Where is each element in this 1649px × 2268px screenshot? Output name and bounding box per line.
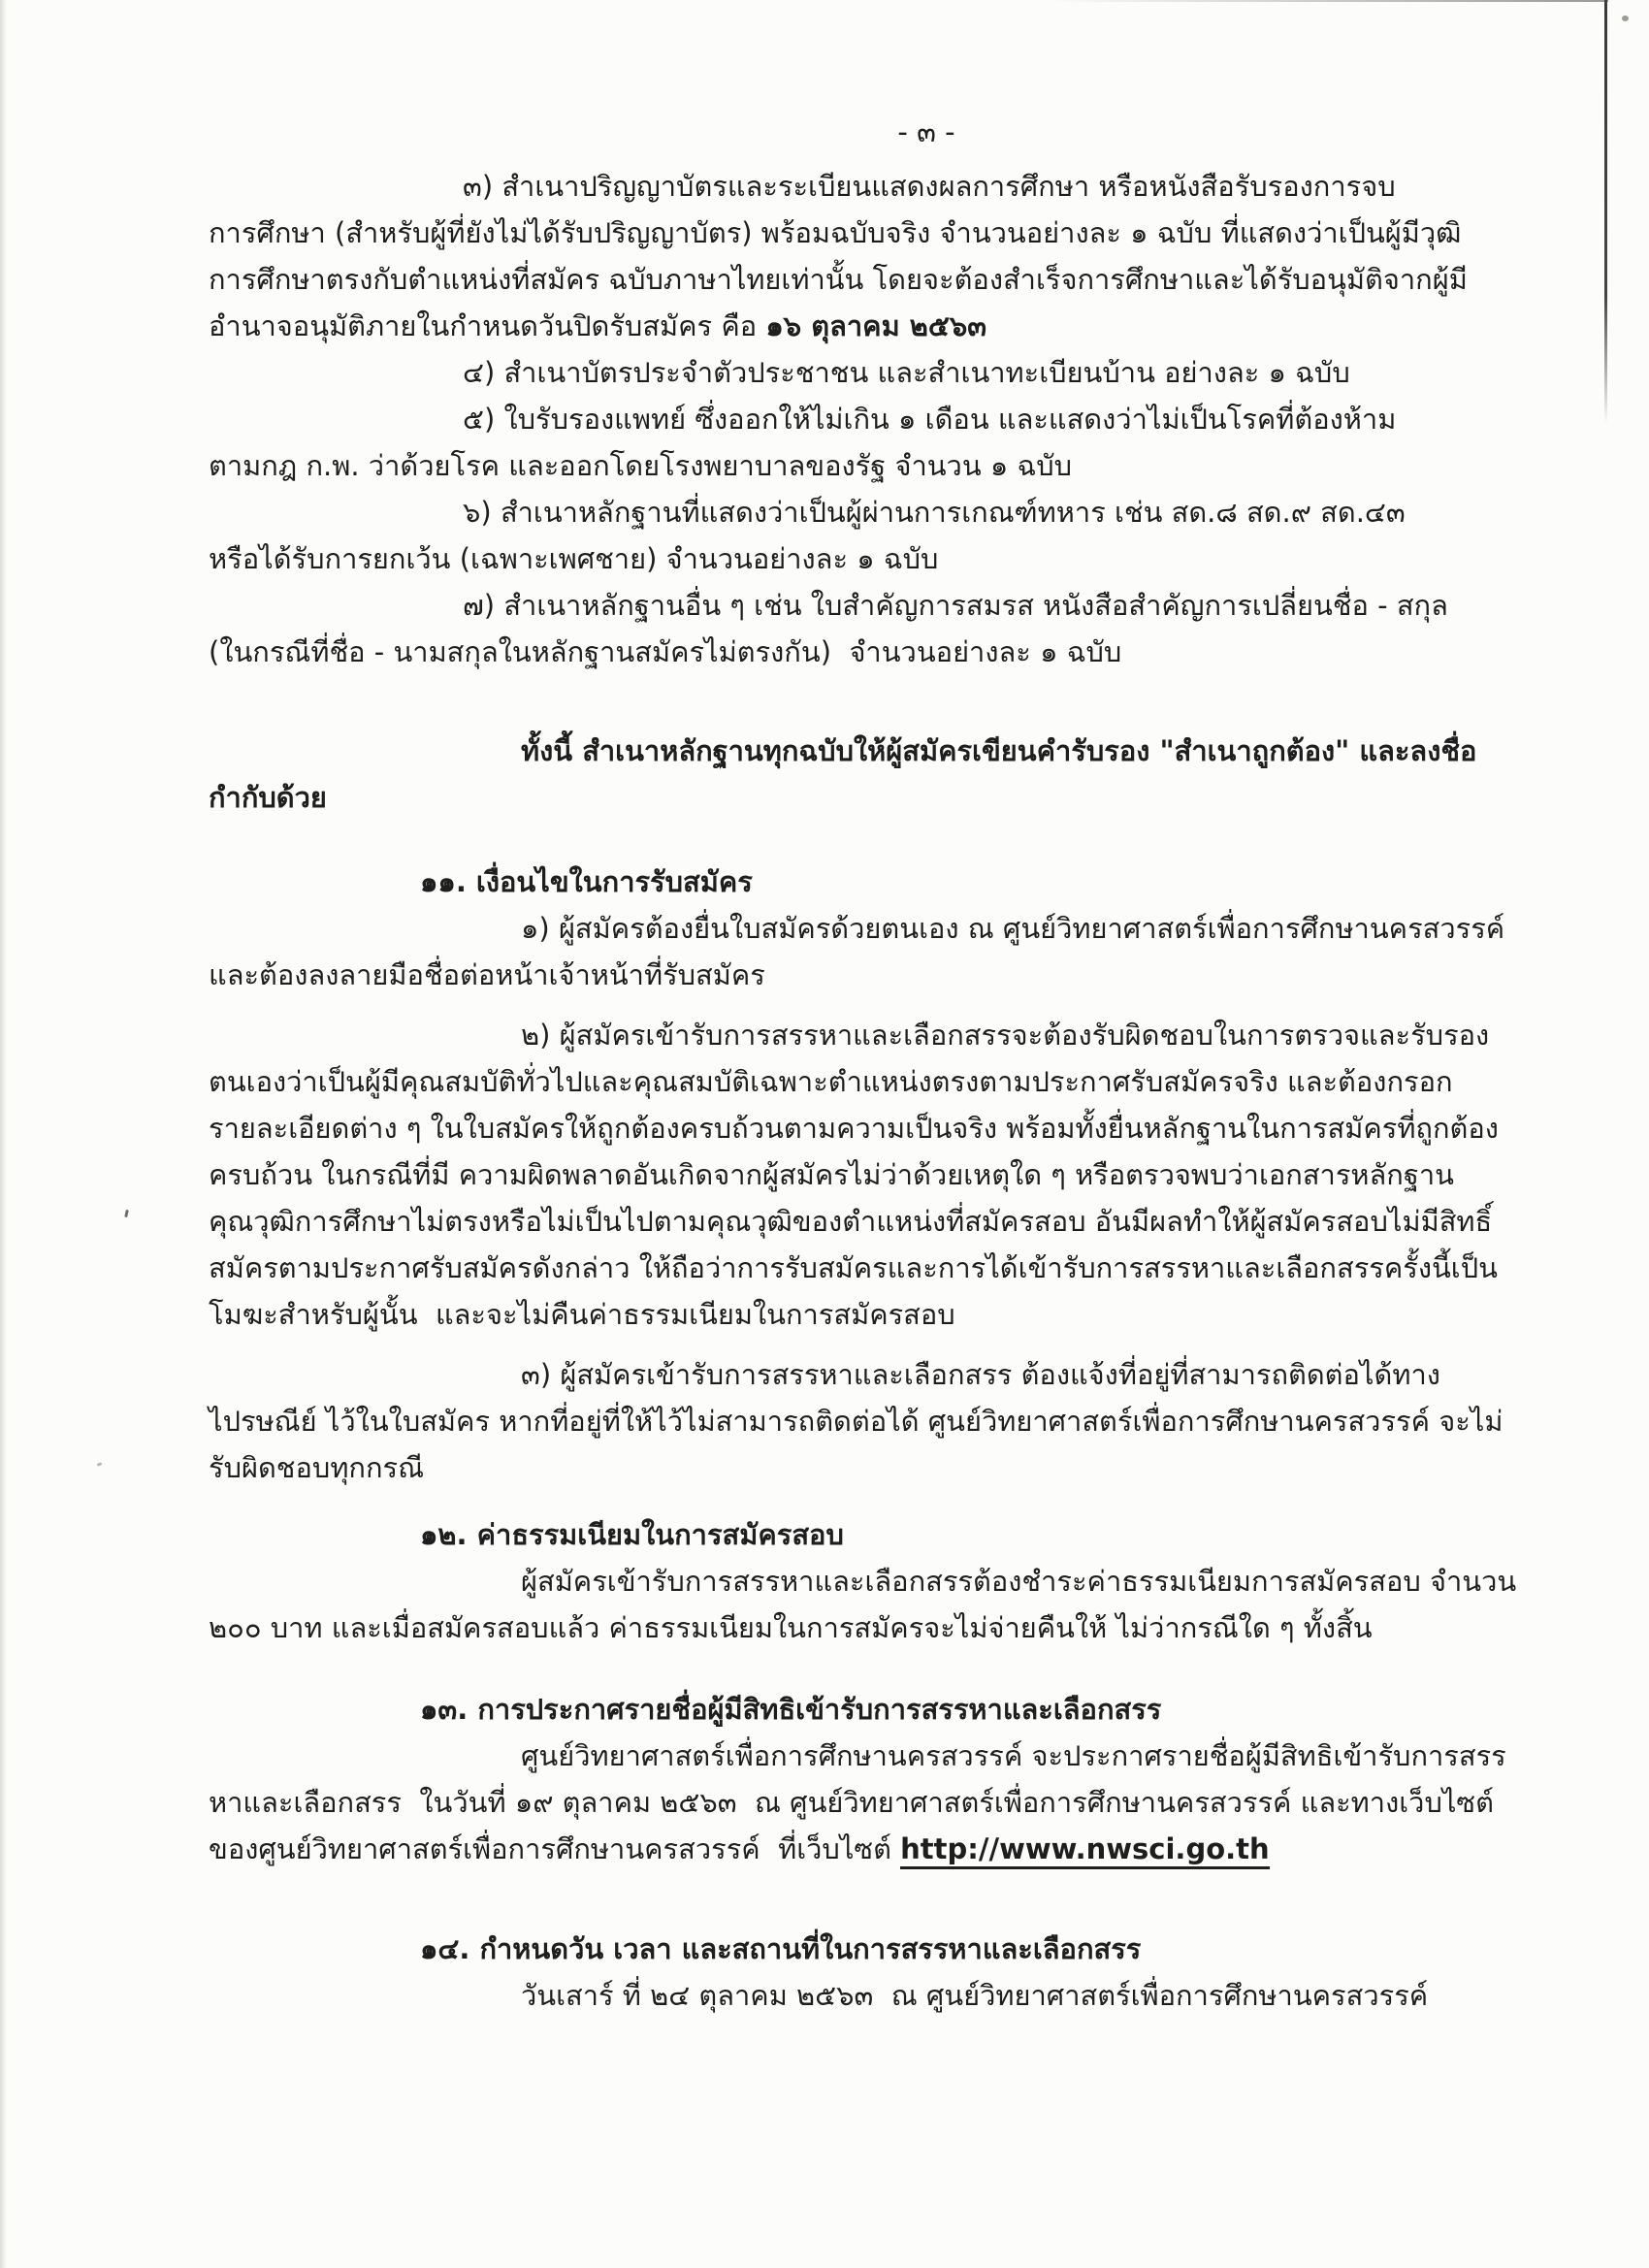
text-line: [209, 1826, 1533, 1872]
text-line: [209, 1058, 1533, 1105]
text-line: [209, 1351, 1533, 1398]
text-segment: ศูนย์วิทยาศาสตร์เพื่อการศึกษานครสวรรค์ จะประกาศรายชื่อผู้มีสิทธิเข้ารับการสรร: [521, 1739, 1506, 1772]
section-heading: ๑๔. กำหนดวัน เวลา และสถานที่ในการสรรหาและเลือกสรร: [420, 1932, 1142, 1965]
section-heading: ๑๓. การประกาศรายชื่อผู้มีสิทธิเข้ารับการสรรหาและเลือกสรร: [420, 1693, 1162, 1726]
text-segment: ๒) ผู้สมัครเข้ารับการสรรหาและเลือกสรรจะต้องรับผิดชอบในการตรวจและรับรอง: [521, 1019, 1490, 1052]
text-line: [209, 349, 1533, 396]
text-line: [209, 303, 1533, 349]
section-heading: ๑๒. ค่าธรรมเนียมในการสมัครสอบ: [420, 1518, 844, 1551]
text-line: [209, 1972, 1533, 2019]
scan-dot-artifact: [1622, 16, 1629, 21]
text-line: [209, 629, 1533, 675]
paragraph: [209, 1012, 1533, 1338]
section-12-application-fee: [209, 1511, 1533, 1651]
text-line: [209, 728, 1533, 774]
paragraph: [209, 1558, 1533, 1651]
text-segment: และต้องลงลายมือชื่อต่อหน้าเจ้าหน้าที่รับสมัคร: [209, 958, 765, 991]
text-segment: ๗) สำเนาหลักฐานอื่น ๆ เช่น ใบสำคัญการสมรส หนังสือสำคัญการเปลี่ยนชื่อ - สกุล: [463, 589, 1448, 622]
text-segment: ๓) สำเนาปริญญาบัตรและระเบียนแสดงผลการศึกษา หรือหนังสือรับรองการจบ: [463, 170, 1396, 203]
text-segment: ตามกฎ ก.พ. ว่าด้วยโรค และออกโดยโรงพยาบาลของรัฐ จำนวน ๑ ฉบับ: [209, 449, 1073, 482]
paragraph: [209, 1351, 1533, 1491]
text-line: [209, 396, 1533, 442]
text-segment: การศึกษาตรงกับตำแหน่งที่สมัคร ฉบับภาษาไทยเท่านั้น โดยจะต้องสำเร็จการศึกษาและได้รับอนุมัติจากผู้มี: [209, 263, 1468, 296]
text-line: [209, 1604, 1533, 1651]
text-segment: ครบถ้วน ในกรณีที่มี ความผิดพลาดอันเกิดจากผู้สมัครไม่ว่าด้วยเหตุใด ๆ หรือตรวจพบว่าเอกสารหลักฐาน: [209, 1158, 1454, 1191]
text-segment: ทั้งนี้ สำเนาหลักฐานทุกฉบับให้ผู้สมัครเขียนคำรับรอง "สำเนาถูกต้อง" และลงชื่อ: [521, 734, 1477, 767]
paragraph: [209, 728, 1533, 821]
text-line: [209, 442, 1533, 489]
text-segment: หรือได้รับการยกเว้น (เฉพาะเพศชาย) จำนวนอย่างละ ๑ ฉบับ: [209, 542, 939, 575]
text-line: [209, 774, 1533, 821]
text-line: [209, 1779, 1533, 1826]
scan-right-edge-line-artifact: [1604, 0, 1607, 424]
text-line: [209, 256, 1533, 303]
text-segment: รับผิดชอบทุกกรณี: [209, 1451, 425, 1484]
text-segment: ๓) ผู้สมัครเข้ารับการสรรหาและเลือกสรร ต้องแจ้งที่อยู่ที่สามารถติดต่อได้ทาง: [521, 1358, 1440, 1391]
text-segment: กำกับด้วย: [209, 781, 327, 814]
text-line: [209, 1398, 1533, 1444]
scan-speck-artifact: [124, 1210, 129, 1217]
text-segment: โมฆะสำหรับผู้นั้น และจะไม่คืนค่าธรรมเนียมในการสมัครสอบ: [209, 1298, 955, 1331]
section-13-eligible-list-announcement: [209, 1686, 1533, 1872]
text-segment: วันเสาร์ ที่ ๒๔ ตุลาคม ๒๕๖๓ ณ ศูนย์วิทยาศาสตร์เพื่อการศึกษานครสวรรค์: [521, 1979, 1429, 2012]
paragraph: [209, 1733, 1533, 1872]
text-segment: ๕) ใบรับรองแพทย์ ซึ่งออกให้ไม่เกิน ๑ เดือน และแสดงว่าไม่เป็นโรคที่ต้องห้าม: [463, 403, 1397, 436]
text-line: [209, 1291, 1533, 1338]
text-segment: ผู้สมัครเข้ารับการสรรหาและเลือกสรรต้องชำระค่าธรรมเนียมการสมัครสอบ จำนวน: [521, 1565, 1517, 1598]
text-segment: ๔) สำเนาบัตรประจำตัวประชาชน และสำเนาทะเบียนบ้าน อย่างละ ๑ ฉบับ: [463, 356, 1350, 389]
text-line: [209, 1444, 1533, 1491]
text-line: [209, 1012, 1533, 1058]
text-line: [209, 163, 1533, 210]
section-11-application-conditions: [209, 859, 1533, 1491]
text-segment: สมัครตามประกาศรับสมัครดังกล่าว ให้ถือว่าการรับสมัครและการได้เข้ารับการสรรหาและเลือกสรรครั้งนี้เป็น: [209, 1251, 1498, 1284]
text-line: [209, 582, 1533, 629]
text-line: [209, 535, 1533, 582]
copy-certification-note: [209, 728, 1533, 821]
text-line: [209, 952, 1533, 998]
text-segment: รายละเอียดต่าง ๆ ในใบสมัครให้ถูกต้องครบถ้วนตามความเป็นจริง พร้อมทั้งยื่นหลักฐานในการสมัครที่ถูกต้อง: [209, 1112, 1499, 1145]
text-line: [209, 1245, 1533, 1291]
text-line: [209, 905, 1533, 952]
text-line: [209, 1151, 1533, 1198]
text-segment: (ในกรณีที่ชื่อ - นามสกุลในหลักฐานสมัครไม่ตรงกัน) จำนวนอย่างละ ๑ ฉบับ: [209, 635, 1122, 668]
text-segment: ไปรษณีย์ ไว้ในใบสมัคร หากที่อยู่ที่ให้ไว้ไม่สามารถติดต่อได้ ศูนย์วิทยาศาสตร์เพื่อการศึกษานครสวรรค์ จะไม่: [209, 1405, 1504, 1438]
website-url-link[interactable]: http://www.nwsci.go.th: [900, 1832, 1270, 1869]
paragraph: [209, 905, 1533, 998]
text-segment: ๒๐๐ บาท และเมื่อสมัครสอบแล้ว ค่าธรรมเนียมในการสมัครจะไม่จ่ายคืนให้ ไม่ว่ากรณีใด ๆ ทั้งสิ้น: [209, 1611, 1373, 1644]
text-line: [209, 1733, 1533, 1779]
text-segment: การศึกษา (สำหรับผู้ที่ยังไม่ได้รับปริญญาบัตร) พร้อมฉบับจริง จำนวนอย่างละ ๑ ฉบับ ที่แสดงว่าเป็นผู้มีวุฒิ: [209, 216, 1462, 249]
scan-top-edge-line-artifact: [1048, 0, 1608, 2]
text-segment: ตนเองว่าเป็นผู้มีคุณสมบัติทั่วไปและคุณสมบัติเฉพาะตำแหน่งตรงตามประกาศรับสมัครจริง และต้องกรอก: [209, 1065, 1453, 1098]
section-heading: ๑๑. เงื่อนไขในการรับสมัคร: [420, 865, 753, 898]
page-number: - ๓ -: [897, 115, 955, 148]
text-line: [209, 1198, 1533, 1245]
text-line: [209, 1558, 1533, 1604]
document-requirements-list: [209, 163, 1533, 675]
text-segment: ของศูนย์วิทยาศาสตร์เพื่อการศึกษานครสวรรค์ ที่เว็บไซต์: [209, 1832, 901, 1865]
section-14-selection-date-place: [209, 1926, 1533, 2019]
paragraph: [209, 1972, 1533, 2019]
text-segment: ๖) สำเนาหลักฐานที่แสดงว่าเป็นผู้ผ่านการเกณฑ์ทหาร เช่น สด.๘ สด.๙ สด.๔๓: [463, 496, 1406, 529]
text-segment: ๑๖ ตุลาคม ๒๕๖๓: [765, 309, 987, 342]
paragraph: [209, 163, 1533, 675]
text-line: [209, 210, 1533, 256]
text-line: [209, 489, 1533, 535]
text-segment: อำนาจอนุมัติภายในกำหนดวันปิดรับสมัคร คือ: [209, 309, 766, 342]
text-line: [209, 1105, 1533, 1151]
text-segment: คุณวุฒิการศึกษาไม่ตรงหรือไม่เป็นไปตามคุณวุฒิของตำแหน่งที่สมัครสอบ อันมีผลทำให้ผู้สมัครสอบไม่มีสิทธิ์: [209, 1205, 1493, 1238]
text-segment: ๑) ผู้สมัครต้องยื่นใบสมัครด้วยตนเอง ณ ศูนย์วิทยาศาสตร์เพื่อการศึกษานครสวรรค์: [521, 912, 1505, 945]
text-segment: หาและเลือกสรร ในวันที่ ๑๙ ตุลาคม ๒๕๖๓ ณ ศูนย์วิทยาศาสตร์เพื่อการศึกษานครสวรรค์ และทางเว็บไซต์: [209, 1786, 1494, 1819]
scan-left-edge-artifact: [0, 0, 7, 2268]
scan-speck-artifact: [97, 1462, 103, 1467]
